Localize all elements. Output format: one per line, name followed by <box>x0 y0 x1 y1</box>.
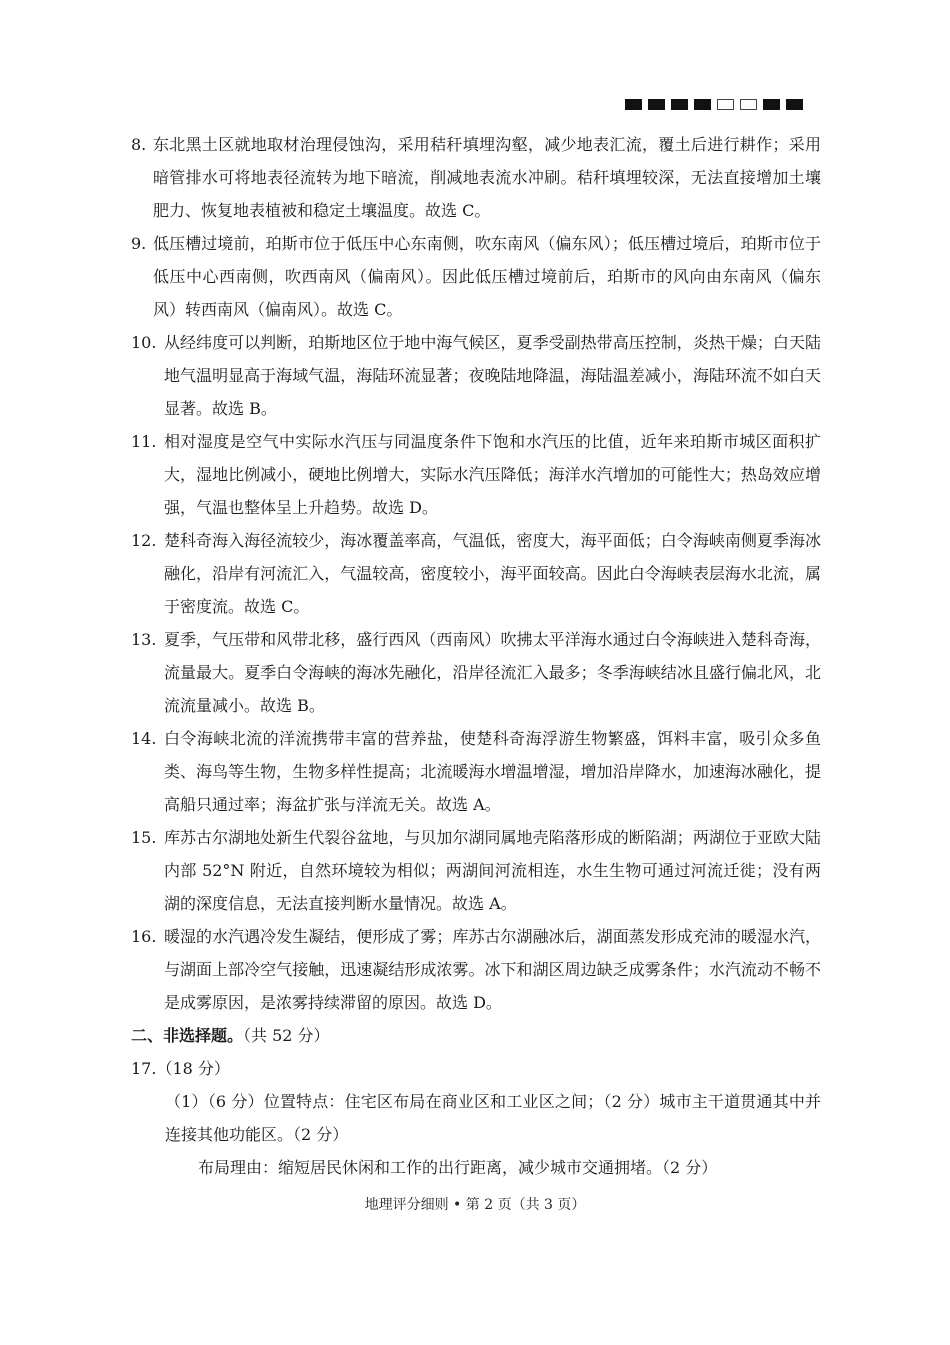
answer-item-15 <box>131 821 821 920</box>
q17-reason: 布局理由：缩短居民休闲和工作的出行距离，减少城市交通拥堵。（2 分） <box>198 1158 718 1177</box>
answer-item-14 <box>131 722 821 821</box>
answer-item-11 <box>131 425 821 524</box>
answer-text: 从经纬度可以判断，珀斯地区位于地中海气候区，夏季受副热带高压控制，炎热干燥；白天陆地气温明显高于海域气温，海陆环流显著；夜晚陆地降温，海陆温差减小，海陆环流不如白天显著。故选 B。 <box>164 333 821 418</box>
answer-number: 12. <box>131 531 157 550</box>
answer-text: 白令海峡北流的洋流携带丰富的营养盐，使楚科奇海浮游生物繁盛，饵料丰富，吸引众多鱼类、海鸟等生物，生物多样性提高；北流暖海水增温增湿，增加沿岸降水，加速海冰融化，提高船只通过率；海盆扩张与洋流无关。故选 A。 <box>164 729 821 814</box>
section-title: 二、非选择题。 <box>131 1026 244 1045</box>
answer-text: 低压槽过境前，珀斯市位于低压中心东南侧，吹东南风（偏东风）；低压槽过境后，珀斯市位于低压中心西南侧，吹西南风（偏南风）。因此低压槽过境前后，珀斯市的风向由东南风（偏东风）转西南风（偏南风）。故选 C。 <box>153 234 821 319</box>
question-17 <box>131 1052 821 1085</box>
header-mark <box>717 99 734 110</box>
answer-content <box>131 128 821 1184</box>
page-footer: 地理评分细则 • 第 2 页（共 3 页） <box>364 1197 586 1213</box>
answer-item-9 <box>131 227 821 326</box>
header-mark <box>786 99 803 110</box>
header-mark <box>671 99 688 110</box>
answer-text: 暖湿的水汽遇冷发生凝结，便形成了雾；库苏古尔湖融冰后，湖面蒸发形成充沛的暖湿水汽，与湖面上部冷空气接触，迅速凝结形成浓雾。冰下和湖区周边缺乏成雾条件；水汽流动不畅不是成雾原因，是浓雾持续滞留的原因。故选 D。 <box>164 927 821 1012</box>
answer-number: 15. <box>131 828 157 847</box>
header-mark <box>625 99 642 110</box>
header-marks <box>625 99 803 110</box>
question-score: （18 分） <box>156 1059 230 1078</box>
answer-item-10 <box>131 326 821 425</box>
answer-number: 14. <box>131 729 157 748</box>
answer-number: 8. <box>131 135 147 154</box>
section-heading <box>131 1019 821 1052</box>
question-number: 17. <box>131 1059 157 1078</box>
header-mark <box>740 99 757 110</box>
q17-part1: （1）（6 分）位置特点：住宅区布局在商业区和工业区之间；（2 分）城市主干道贯通其中并连接其他功能区。（2 分） <box>165 1092 821 1144</box>
answer-text: 相对湿度是空气中实际水汽压与同温度条件下饱和水汽压的比值，近年来珀斯市城区面积扩大，湿地比例减小，硬地比例增大，实际水汽压降低；海洋水汽增加的可能性大；热岛效应增强，气温也整体呈上升趋势。故选 D。 <box>164 432 821 517</box>
answer-text: 楚科奇海入海径流较少，海冰覆盖率高，气温低，密度大，海平面低；白令海峡南侧夏季海冰融化，沿岸有河流汇入，气温较高，密度较小，海平面较高。因此白令海峡表层海水北流，属于密度流。故选 C。 <box>164 531 821 616</box>
answer-item-16 <box>131 920 821 1019</box>
answer-number: 11. <box>131 432 157 451</box>
answer-text: 夏季，气压带和风带北移，盛行西风（西南风）吹拂太平洋海水通过白令海峡进入楚科奇海，流量最大。夏季白令海峡的海冰先融化，沿岸径流汇入最多；冬季海峡结冰且盛行偏北风，北流流量减小。故选 B。 <box>164 630 821 715</box>
section-score: （共 52 分） <box>243 1026 330 1045</box>
answer-number: 10. <box>131 333 157 352</box>
header-mark <box>694 99 711 110</box>
answer-text: 东北黑土区就地取材治理侵蚀沟，采用秸秆填埋沟壑，减少地表汇流，覆土后进行耕作；采用暗管排水可将地表径流转为地下暗流，削减地表流水冲刷。秸秆填埋较深，无法直接增加土壤肥力、恢复地表植被和稳定土壤温度。故选 C。 <box>153 135 821 220</box>
answer-number: 16. <box>131 927 157 946</box>
header-mark <box>763 99 780 110</box>
answer-item-13 <box>131 623 821 722</box>
header-mark <box>648 99 665 110</box>
answer-number: 9. <box>131 234 147 253</box>
answer-item-12 <box>131 524 821 623</box>
answer-text: 库苏古尔湖地处新生代裂谷盆地，与贝加尔湖同属地壳陷落形成的断陷湖；两湖位于亚欧大陆内部 52°N 附近，自然环境较为相似；两湖间河流相连，水生生物可通过河流迁徙；没有两湖的深度信息，无法直接判断水量情况。故选 A。 <box>164 828 821 913</box>
answer-number: 13. <box>131 630 157 649</box>
answer-item-8 <box>131 128 821 227</box>
